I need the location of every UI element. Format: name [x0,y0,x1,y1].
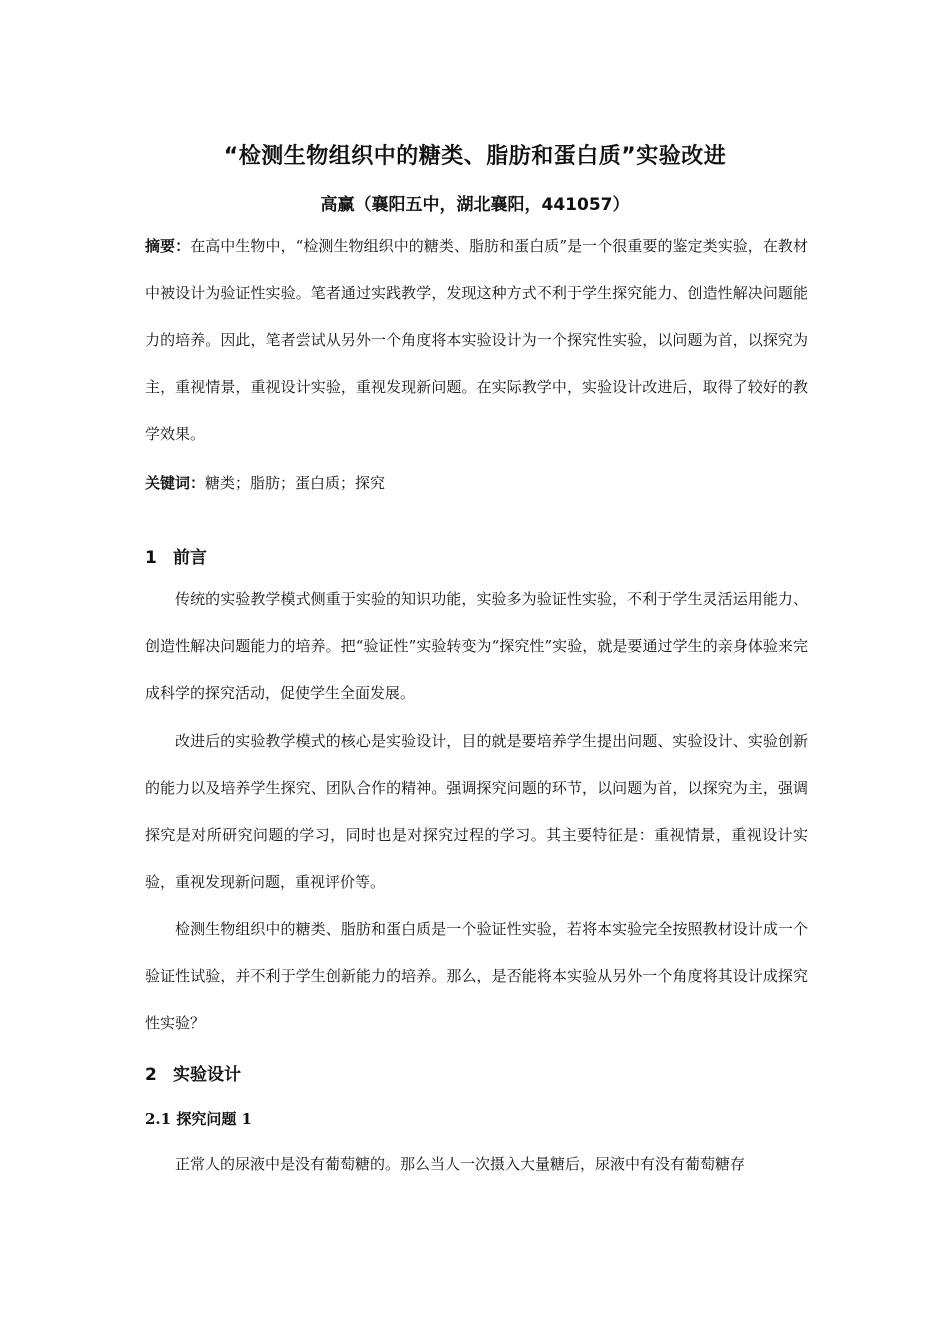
section-1-heading [145,543,207,568]
subsection-2-1-heading: 2.1 探究问题 1 [145,1110,252,1128]
keywords-text: 糖类；脂肪；蛋白质；探究 [205,474,386,492]
subsection-2-1-paragraph: 正常人的尿液中是没有葡萄糖的。那么当人一次摄入大量糖后，尿液中有没有葡萄糖存 [175,1155,746,1173]
section-1-title: 前言 [173,548,207,568]
section-1-paragraph-2: 改进后的实验教学模式的核心是实验设计，目的就是要培养学生提出问题、实验设计、实验创新的能力以及培养学生探究、团队合作的精神。强调探究问题的环节，以问题为首，以探究为主，强调探究是对所研究问题的学习，同时也是对探究过程的学习。其主要特征是：重视情景，重视设计实验，重视发现新问题，重视评价等。 [145,732,808,891]
abstract [145,223,808,458]
keywords-label: 关键词： [145,474,206,492]
section-2-number: 2 [145,1065,157,1085]
abstract-text: 在高中生物中，“检测生物组织中的糖类、脂肪和蛋白质”是一个很重要的鉴定类实验，在教材中被设计为验证性实验。笔者通过实践教学，发现这种方式不利于学生探究能力、创造性解决问题能力的培养。因此，笔者尝试从另外一个角度将本实验设计为一个探究性实验，以问题为首，以探究为主，重视情景，重视设计实验，重视发现新问题。在实际教学中，实验设计改进后，取得了较好的教学效果。 [145,237,808,443]
paper-title: “检测生物组织中的糖类、脂肪和蛋白质”实验改进 [223,144,727,169]
section-1-paragraph-1: 传统的实验教学模式侧重于实验的知识功能，实验多为验证性实验，不利于学生灵活运用能力、创造性解决问题能力的培养。把“验证性”实验转变为“探究性”实验，就是要通过学生的亲身体验来完成科学的探究活动，促使学生全面发展。 [145,590,808,702]
section-2-title: 实验设计 [173,1065,241,1085]
keywords [145,460,808,507]
section-1-number: 1 [145,548,157,568]
section-1-paragraph-3: 检测生物组织中的糖类、脂肪和蛋白质是一个验证性实验，若将本实验完全按照教材设计成一个验证性试验，并不利于学生创新能力的培养。那么，是否能将本实验从另外一个角度将其设计成探究性实验？ [145,920,808,1032]
author-line: 高赢（襄阳五中，湖北襄阳，441057） [320,195,630,215]
section-2-heading [145,1060,241,1085]
abstract-label: 摘要： [145,237,191,255]
